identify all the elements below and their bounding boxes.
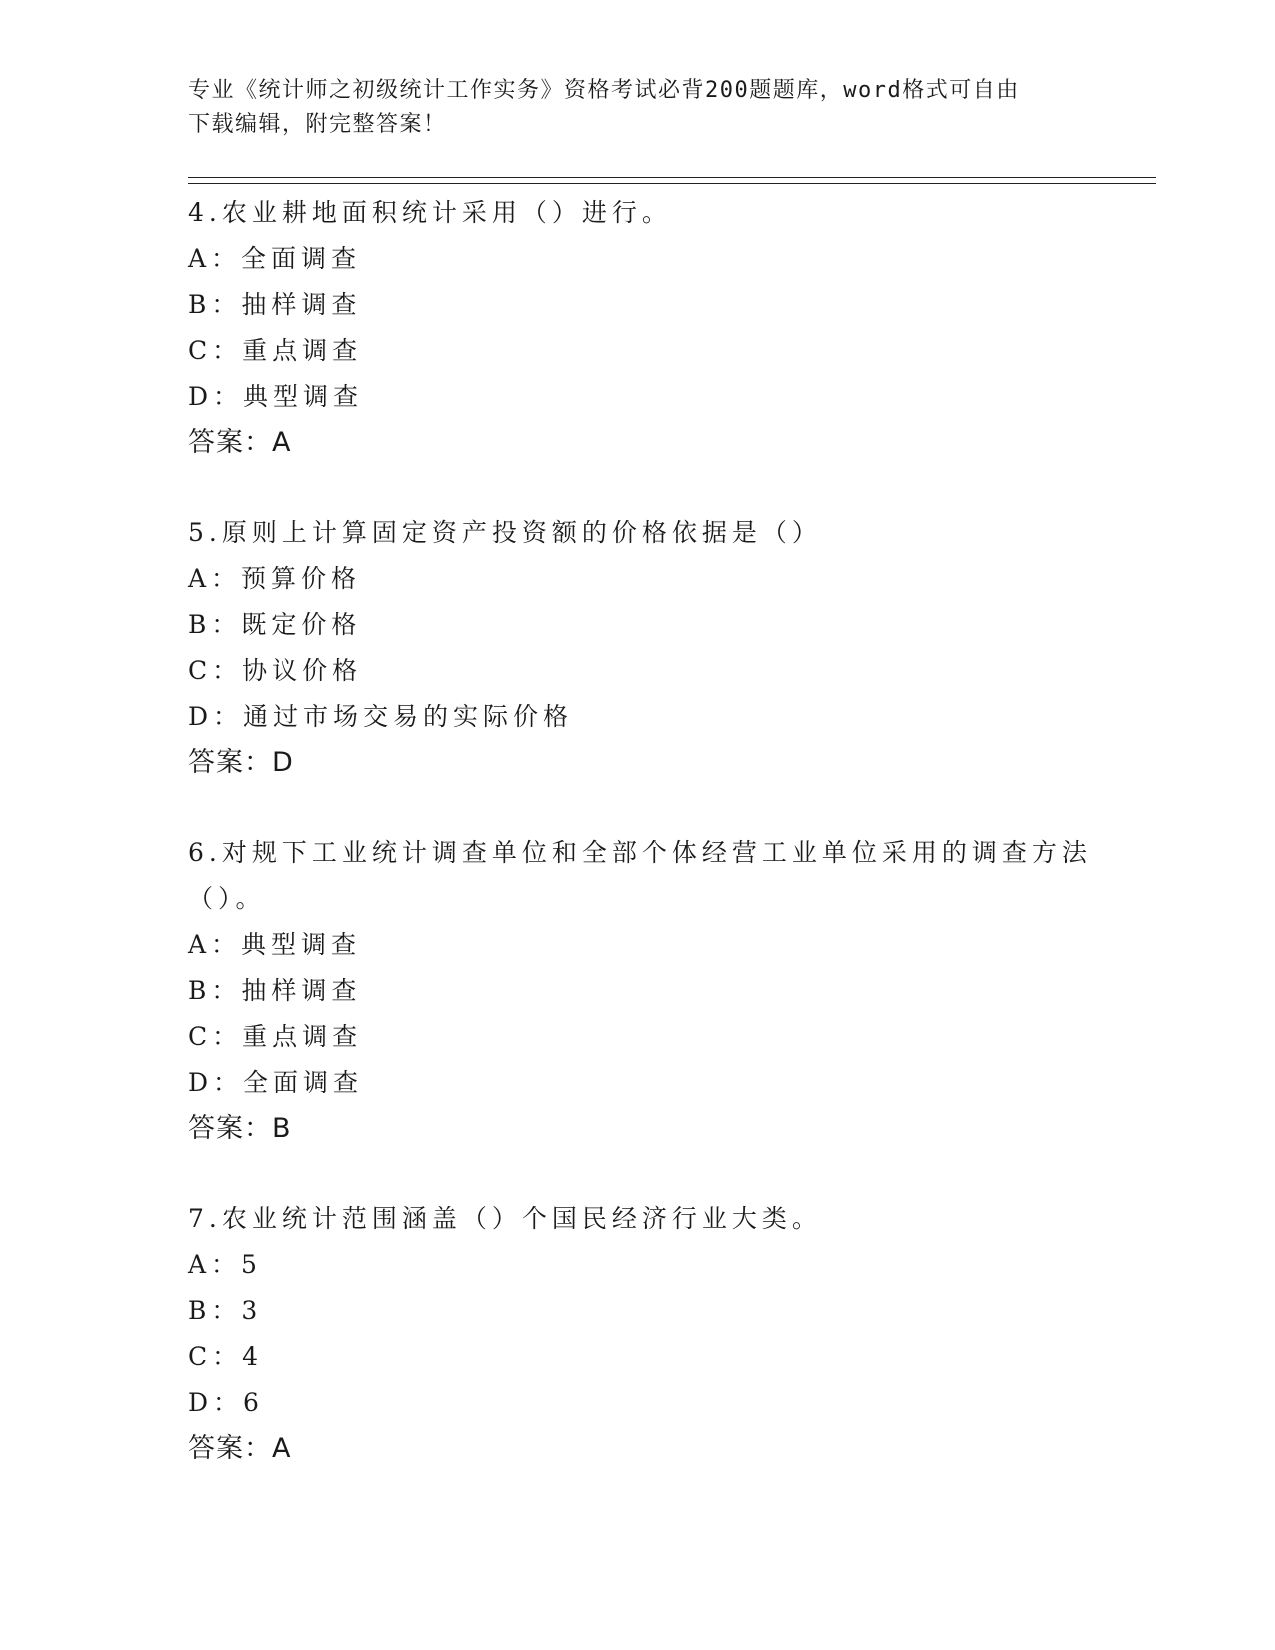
answer: 答案：A [188, 427, 292, 458]
header-line-1: 专业《统计师之初级统计工作实务》资格考试必背200题题库，word格式可自由 [188, 78, 1020, 103]
option-b: B：3 [188, 1296, 263, 1325]
option-c: C：重点调查 [188, 1022, 363, 1051]
option-b: B：抽样调查 [188, 976, 362, 1005]
option-a: A：全面调查 [188, 244, 362, 273]
question-stem-continuation: （）。 [188, 884, 266, 913]
option-c: C：4 [188, 1342, 264, 1371]
option-d: D：全面调查 [188, 1068, 364, 1097]
option-a: A：典型调查 [188, 930, 362, 959]
question-6 [188, 830, 1092, 1152]
option-c: C：协议价格 [188, 656, 363, 685]
option-c: C：重点调查 [188, 336, 363, 365]
option-d: D：6 [188, 1388, 264, 1417]
question-stem: 6.对规下工业统计调查单位和全部个体经营工业单位采用的调查方法 （）。 [188, 830, 1088, 922]
question-list [188, 190, 1092, 1516]
option-b: B：既定价格 [188, 610, 362, 639]
header-divider-top [188, 177, 1156, 178]
option-a: A：5 [188, 1250, 262, 1279]
question-stem: 7.农业统计范围涵盖（）个国民经济行业大类。 [188, 1204, 822, 1233]
question-5 [188, 510, 1088, 786]
question-7 [188, 1196, 1088, 1472]
document-header [188, 74, 1088, 142]
option-a: A：预算价格 [188, 564, 362, 593]
question-stem: 5.原则上计算固定资产投资额的价格依据是（） [188, 518, 822, 547]
answer: 答案：D [188, 747, 294, 778]
header-divider-bottom [188, 183, 1156, 184]
header-line-2: 下载编辑，附完整答案！ [188, 112, 447, 137]
question-stem: 4.农业耕地面积统计采用（）进行。 [188, 198, 672, 227]
option-d: D：典型调查 [188, 382, 364, 411]
answer: 答案：B [188, 1113, 292, 1144]
option-d: D：通过市场交易的实际价格 [188, 702, 574, 731]
question-4 [188, 190, 1088, 466]
answer: 答案：A [188, 1433, 292, 1464]
option-b: B：抽样调查 [188, 290, 362, 319]
